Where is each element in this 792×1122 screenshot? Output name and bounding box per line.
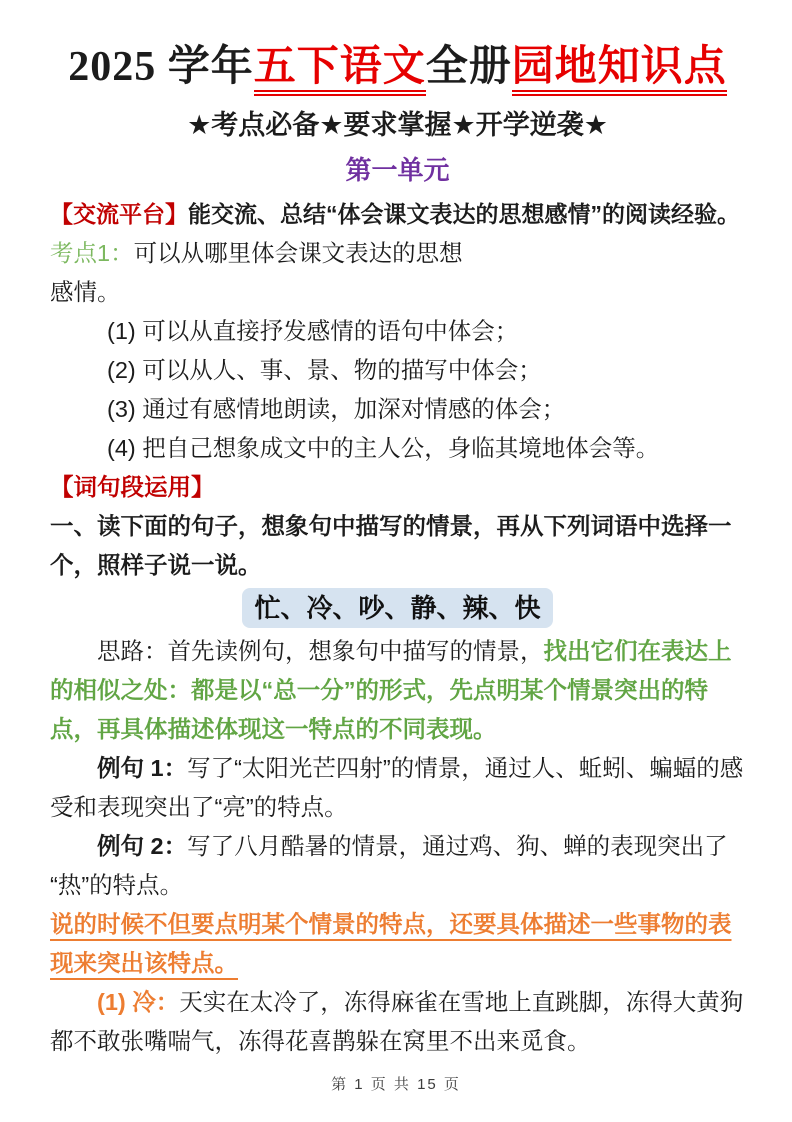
point-item: (3) 通过有感情地朗读，加深对情感的体会；: [107, 396, 566, 423]
orange-note: 说的时候不但要点明某个情景的特点，还要具体描述一些事物的表现来突出该特点。: [50, 911, 732, 977]
example-2-text: 写了八月酷暑的情景，通过鸡、狗、蝉的表现突出了“热”的特点。: [50, 833, 728, 899]
subtitle-banner: ★考点必备★要求掌握★开学逆袭★: [187, 110, 608, 141]
platform-text: 能交流、总结“体会课文表达的思想感情”的阅读经验。: [188, 201, 740, 228]
word-bank-wrap: [50, 588, 745, 629]
platform-paragraph: [50, 195, 745, 234]
word-bank: 忙、冷、吵、静、辣、快: [242, 588, 552, 628]
point-item: (2) 可以从人、事、景、物的描写中体会；: [107, 357, 542, 384]
silu-paragraph: [50, 632, 745, 749]
title-highlight-topic: 园地知识点: [512, 43, 727, 96]
title-highlight-subject: 五下语文: [254, 43, 426, 96]
platform-tag: 【交流平台】: [50, 201, 188, 228]
kaodian-label: 考点1：: [50, 240, 134, 267]
point-list: [50, 312, 745, 468]
silu-black: 思路：首先读例句，想象句中描写的情景，: [97, 638, 544, 665]
cold-text: 天实在太冷了，冻得麻雀在雪地上直跳脚，冻得大黄狗都不敢张嘴喘气，冻得花喜鹊躲在窝里不出来觅食。: [50, 989, 744, 1055]
page-footer: 第 1 页 共 15 页: [331, 1076, 461, 1093]
example-2: [50, 827, 745, 905]
usage-tag-line: [50, 468, 745, 507]
question-1: 一、读下面的句子，想象句中描写的情景，再从下列词语中选择一个，照样子说一说。: [50, 513, 732, 579]
silu-green: 找出它们在表达上的相似之处：都是以“总一分”的形式，先点明某个情景突出的特点，再具体描述体现这一特点的不同表现。: [50, 638, 732, 743]
cold-item: [50, 983, 745, 1061]
example-1-text: 写了“太阳光芒四射”的情景，通过人、蚯蚓、蝙蝠的感受和表现突出了“亮”的特点。: [50, 755, 744, 821]
kaodian-text-line2: 感情。: [50, 279, 121, 306]
usage-tag: 【词句段运用】: [50, 474, 215, 501]
example-1-label: 例句 1：: [97, 755, 188, 782]
title-mid: 全册: [425, 42, 512, 89]
kaodian-text-line1: 可以从哪里体会课文表达的思想: [133, 240, 463, 267]
cold-label: (1) 冷：: [97, 989, 180, 1016]
point-item: (4) 把自己想象成文中的主人公，身临其境地体会等。: [107, 435, 660, 462]
example-2-label: 例句 2：: [97, 833, 188, 860]
point-item: (1) 可以从直接抒发感情的语句中体会；: [107, 318, 519, 345]
kaodian-line: [50, 234, 745, 312]
title-year: 2025 学年: [68, 44, 254, 90]
example-1: [50, 749, 745, 827]
page-title: [50, 40, 745, 96]
document-body: [50, 195, 745, 1061]
unit-title: 第一单元: [345, 155, 450, 186]
